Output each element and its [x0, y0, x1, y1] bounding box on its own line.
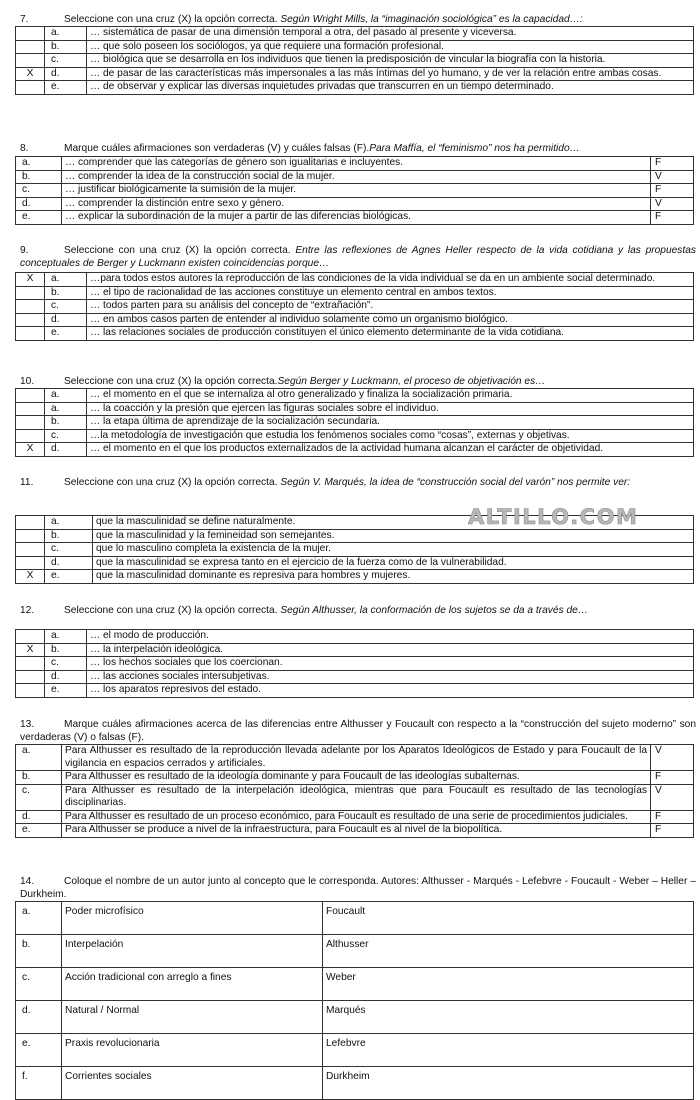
option-label: a.: [45, 27, 87, 41]
question-prompt: Según Althusser, la conformación de los sujetos se da a través de…: [280, 605, 589, 616]
question-prompt: Según V. Marqués, la idea de “construcción social del varón” nos permite ver:: [280, 477, 631, 488]
statement-label: c.: [16, 784, 62, 810]
answer-mark[interactable]: [16, 313, 45, 327]
question-14-header: [20, 875, 696, 901]
answer-mark[interactable]: [16, 40, 45, 54]
true-false-answer[interactable]: F: [651, 157, 694, 171]
option-row[interactable]: [16, 556, 694, 570]
option-row[interactable]: [16, 286, 694, 300]
answer-mark[interactable]: [16, 630, 45, 644]
statement-text: … comprender la distinción entre sexo y género.: [62, 197, 651, 211]
concept-label: a.: [16, 902, 62, 935]
statement-label: a.: [16, 157, 62, 171]
option-text: … el tipo de racionalidad de las acciones constituye un elemento central en ambos textos.: [87, 286, 694, 300]
option-row[interactable]: [16, 543, 694, 557]
question-number: 11.: [20, 477, 34, 488]
true-false-table: [15, 744, 694, 838]
question-12-header: [20, 604, 696, 617]
statement-text: … comprender que las categorías de género son igualitarias e incluyentes.: [62, 157, 651, 171]
matching-row: [16, 968, 694, 1001]
statement-label: e.: [16, 824, 62, 838]
question-prompt: Para Maffía, el “feminismo” nos ha permitido…: [369, 143, 580, 154]
statement-row[interactable]: [16, 824, 694, 838]
concept-text: Corrientes sociales: [62, 1067, 323, 1100]
answer-mark[interactable]: [16, 670, 45, 684]
statement-label: c.: [16, 184, 62, 198]
option-label: c.: [45, 429, 87, 443]
answer-mark[interactable]: X: [16, 570, 45, 584]
question-number: 7.: [20, 14, 29, 25]
option-row[interactable]: [16, 40, 694, 54]
option-row[interactable]: [16, 313, 694, 327]
statement-label: d.: [16, 810, 62, 824]
option-text: … todos parten para su análisis del concepto de “extrañación”.: [87, 300, 694, 314]
answer-mark[interactable]: [16, 81, 45, 95]
answer-mark[interactable]: [16, 516, 45, 530]
matching-row: [16, 1067, 694, 1100]
option-text: … el modo de producción.: [87, 630, 694, 644]
statement-label: b.: [16, 771, 62, 785]
statement-row[interactable]: [16, 170, 694, 184]
statement-row[interactable]: [16, 784, 694, 810]
answer-mark[interactable]: [16, 402, 45, 416]
statement-label: e.: [16, 211, 62, 225]
option-label: b.: [45, 40, 87, 54]
statement-row[interactable]: [16, 745, 694, 771]
option-text: … sistemática de pasar de una dimensión temporal a otra, del pasado al presente y viceversa.: [87, 27, 694, 41]
concept-label: c.: [16, 968, 62, 1001]
true-false-answer[interactable]: V: [651, 170, 694, 184]
statement-label: a.: [16, 745, 62, 771]
options-table: [15, 388, 694, 457]
author-answer[interactable]: Marqués: [323, 1001, 694, 1034]
option-row[interactable]: [16, 630, 694, 644]
option-text: … las relaciones sociales de producción constituyen el único elemento determinante de la vida cotidiana.: [87, 327, 694, 341]
option-label: b.: [45, 286, 87, 300]
option-row[interactable]: [16, 54, 694, 68]
option-row[interactable]: [16, 657, 694, 671]
author-answer[interactable]: Durkheim: [323, 1067, 694, 1100]
option-label: a.: [45, 516, 93, 530]
matching-row: [16, 935, 694, 968]
true-false-answer[interactable]: F: [651, 771, 694, 785]
statement-text: Para Althusser es resultado de la reproducción llevada adelante por los Aparatos Ideológicos de Estado y para Foucault de la vigilancia en espacios cerrados y artificiales.: [62, 745, 651, 771]
statement-text: Para Althusser se produce a nivel de la infraestructura, para Foucault es al nivel de la biopolítica.: [62, 824, 651, 838]
option-label: a.: [45, 273, 87, 287]
option-row[interactable]: [16, 402, 694, 416]
question-instruction: Coloque el nombre de un autor junto al concepto que le corresponda. Autores: Althusser - Marqués - Lefebvre - Foucault - Weber – Heller – Durkheim.: [20, 876, 696, 900]
concept-label: d.: [16, 1001, 62, 1034]
option-label: a.: [45, 402, 87, 416]
option-label: d.: [45, 313, 87, 327]
option-label: d.: [45, 443, 87, 457]
option-row[interactable]: [16, 443, 694, 457]
matching-row: [16, 902, 694, 935]
option-label: b.: [45, 416, 87, 430]
option-label: e.: [45, 684, 87, 698]
option-text: … el momento en el que los productos externalizados de la actividad humana alcanzan el carácter de objetividad.: [87, 443, 694, 457]
author-answer[interactable]: Foucault: [323, 902, 694, 935]
option-row[interactable]: [16, 684, 694, 698]
question-8-header: [20, 142, 696, 155]
option-label: e.: [45, 570, 93, 584]
option-text: …para todos estos autores la reproducción de las condiciones de la vida individual se da en un ambiente social determinado.: [87, 273, 694, 287]
concept-text: Praxis revolucionaria: [62, 1034, 323, 1067]
watermark: ALTILLO.COM: [468, 505, 639, 529]
true-false-answer[interactable]: F: [651, 184, 694, 198]
option-row[interactable]: [16, 67, 694, 81]
statement-text: Para Althusser es resultado de la interpelación ideológica, mientras que para Foucault es resultado de las tecnologías disciplinarias.: [62, 784, 651, 810]
option-label: d.: [45, 67, 87, 81]
option-text: …la metodología de investigación que estudia los fenómenos sociales como “cosas”, externas y objetivas.: [87, 429, 694, 443]
option-text: que lo masculino completa la existencia de la mujer.: [93, 543, 694, 557]
option-text: … la etapa última de aprendizaje de la socialización secundaria.: [87, 416, 694, 430]
question-instruction: Seleccione con una cruz (X) la opción correcta.: [64, 605, 278, 616]
question-9-header: [20, 244, 696, 270]
option-text: … las acciones sociales intersubjetivas.: [87, 670, 694, 684]
question-11-header: [20, 476, 696, 489]
options-table: [15, 629, 694, 698]
option-label: c.: [45, 657, 87, 671]
question-instruction: Marque cuáles afirmaciones acerca de las diferencias entre Althusser y Foucault con respecto a la “construcción del sujeto moderno” son verdaderas (V) o falsas (F).: [20, 719, 696, 743]
question-instruction: Seleccione con una cruz (X) la opción correcta.: [64, 14, 278, 25]
option-row[interactable]: [16, 327, 694, 341]
question-number: 13.: [20, 719, 35, 730]
question-7-header: [20, 13, 696, 26]
statement-row[interactable]: [16, 184, 694, 198]
answer-mark[interactable]: [16, 389, 45, 403]
matching-table: [15, 901, 694, 1100]
option-label: e.: [45, 81, 87, 95]
statement-text: … comprender la idea de la construcción social de la mujer.: [62, 170, 651, 184]
concept-label: b.: [16, 935, 62, 968]
matching-row: [16, 1001, 694, 1034]
statement-row[interactable]: [16, 211, 694, 225]
answer-mark[interactable]: [16, 54, 45, 68]
option-row[interactable]: [16, 389, 694, 403]
author-answer[interactable]: Althusser: [323, 935, 694, 968]
option-row[interactable]: [16, 429, 694, 443]
option-text: … la coacción y la presión que ejercen las figuras sociales sobre el individuo.: [87, 402, 694, 416]
answer-mark[interactable]: [16, 543, 45, 557]
option-label: d.: [45, 556, 93, 570]
question-number: 14.: [20, 876, 35, 887]
author-answer[interactable]: Lefebvre: [323, 1034, 694, 1067]
true-false-answer[interactable]: V: [651, 745, 694, 771]
option-text: … el momento en el que se internaliza al otro generalizado y finaliza la socialización primaria.: [87, 389, 694, 403]
option-label: a.: [45, 389, 87, 403]
question-13-header: [20, 718, 696, 744]
answer-mark[interactable]: X: [16, 67, 45, 81]
true-false-table: [15, 156, 694, 225]
true-false-answer[interactable]: V: [651, 784, 694, 810]
option-text: que la masculinidad y la femineidad son semejantes.: [93, 529, 694, 543]
answer-mark[interactable]: X: [16, 273, 45, 287]
question-number: 10.: [20, 376, 35, 387]
true-false-answer[interactable]: F: [651, 211, 694, 225]
option-text: … los hechos sociales que los coercionan.: [87, 657, 694, 671]
option-text: … los aparatos represivos del estado.: [87, 684, 694, 698]
option-row[interactable]: [16, 273, 694, 287]
statement-row[interactable]: [16, 157, 694, 171]
answer-mark[interactable]: [16, 27, 45, 41]
option-text: que la masculinidad dominante es represiva para hombres y mujeres.: [93, 570, 694, 584]
option-text: … de pasar de las características más impersonales a las más íntimas del yo humano, y de ver la relación entre ambas cosas.: [87, 67, 694, 81]
question-instruction: Marque cuáles afirmaciones son verdaderas (V) y cuáles falsas (F).: [64, 143, 370, 154]
true-false-answer[interactable]: F: [651, 810, 694, 824]
option-row[interactable]: [16, 670, 694, 684]
option-label: b.: [45, 529, 93, 543]
option-row[interactable]: [16, 27, 694, 41]
statement-row[interactable]: [16, 771, 694, 785]
answer-mark[interactable]: [16, 286, 45, 300]
matching-row: [16, 1034, 694, 1067]
answer-mark[interactable]: X: [16, 643, 45, 657]
concept-text: Natural / Normal: [62, 1001, 323, 1034]
answer-mark[interactable]: [16, 657, 45, 671]
question-number: 12.: [20, 605, 35, 616]
question-prompt: Entre las reflexiones de Agnes Heller respecto de la vida cotidiana y las propuestas conceptuales de Berger y Luckmann existen coincidencias porque…: [20, 245, 696, 269]
answer-mark[interactable]: [16, 684, 45, 698]
question-instruction: Seleccione con una cruz (X) la opción correcta.: [64, 245, 291, 256]
option-text: … que solo poseen los sociólogos, ya que requiere una formación profesional.: [87, 40, 694, 54]
option-row[interactable]: [16, 416, 694, 430]
statement-row[interactable]: [16, 810, 694, 824]
option-row[interactable]: [16, 529, 694, 543]
question-instruction: Seleccione con una cruz (X) la opción correcta.: [64, 376, 278, 387]
answer-mark[interactable]: [16, 327, 45, 341]
question-prompt: Según Berger y Luckmann, el proceso de objetivación es…: [277, 376, 546, 387]
option-row[interactable]: [16, 81, 694, 95]
option-text: … la interpelación ideológica.: [87, 643, 694, 657]
options-table: [15, 26, 694, 95]
option-row[interactable]: [16, 570, 694, 584]
option-row[interactable]: [16, 643, 694, 657]
option-text: que la masculinidad se define naturalmente.: [93, 516, 694, 530]
answer-mark[interactable]: X: [16, 443, 45, 457]
question-number: 9.: [20, 245, 29, 256]
option-label: c.: [45, 543, 93, 557]
question-prompt: Según Wright Mills, la “imaginación sociológica” es la capacidad…:: [280, 14, 583, 25]
answer-mark[interactable]: [16, 556, 45, 570]
answer-mark[interactable]: [16, 300, 45, 314]
option-text: … de observar y explicar las diversas inquietudes privadas que transcurren en un tiempo determinado.: [87, 81, 694, 95]
option-label: b.: [45, 643, 87, 657]
option-label: d.: [45, 670, 87, 684]
question-instruction: Seleccione con una cruz (X) la opción correcta.: [64, 477, 278, 488]
true-false-answer[interactable]: F: [651, 824, 694, 838]
option-text: que la masculinidad se expresa tanto en el ejercicio de la fuerza como de la vulnerabilidad.: [93, 556, 694, 570]
true-false-answer[interactable]: V: [651, 197, 694, 211]
question-number: 8.: [20, 143, 29, 154]
option-label: e.: [45, 327, 87, 341]
statement-row[interactable]: [16, 197, 694, 211]
options-table: [15, 272, 694, 341]
option-text: … biológica que se desarrolla en los individuos que tienen la predisposición de vincular la biografía con la historia.: [87, 54, 694, 68]
concept-label: e.: [16, 1034, 62, 1067]
concept-label: f.: [16, 1067, 62, 1100]
option-label: c.: [45, 300, 87, 314]
statement-label: d.: [16, 197, 62, 211]
answer-mark[interactable]: [16, 429, 45, 443]
option-text: … en ambos casos parten de entender al individuo solamente como un organismo biológico.: [87, 313, 694, 327]
statement-text: … explicar la subordinación de la mujer a partir de las diferencias biológicas.: [62, 211, 651, 225]
statement-label: b.: [16, 170, 62, 184]
statement-text: Para Althusser es resultado de un proceso económico, para Foucault es resultado de una serie de procedimientos judiciales.: [62, 810, 651, 824]
concept-text: Interpelación: [62, 935, 323, 968]
answer-mark[interactable]: [16, 416, 45, 430]
question-10-header: [20, 375, 696, 388]
option-label: a.: [45, 630, 87, 644]
statement-text: … justificar biológicamente la sumisión de la mujer.: [62, 184, 651, 198]
concept-text: Acción tradicional con arreglo a fines: [62, 968, 323, 1001]
option-row[interactable]: [16, 300, 694, 314]
concept-text: Poder microfísico: [62, 902, 323, 935]
statement-text: Para Althusser es resultado de la ideología dominante y para Foucault de las ideologías subalternas.: [62, 771, 651, 785]
option-label: c.: [45, 54, 87, 68]
answer-mark[interactable]: [16, 529, 45, 543]
author-answer[interactable]: Weber: [323, 968, 694, 1001]
